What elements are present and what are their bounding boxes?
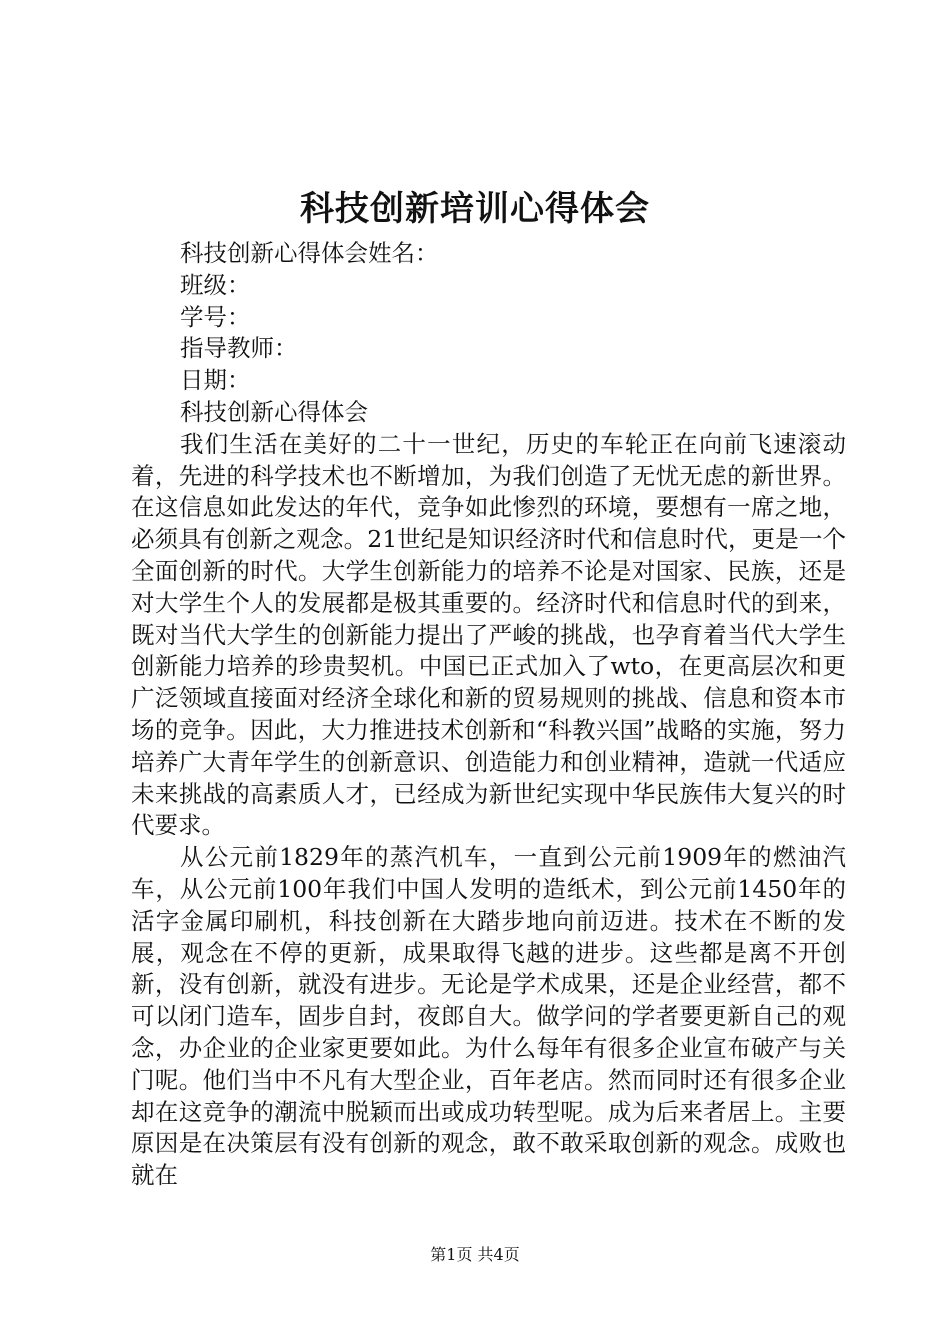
field-name-line: 科技创新心得体会姓名： [180,239,439,267]
page-footer: 第1页 共4页 [430,1245,520,1264]
paragraph-1: 我们生活在美好的二十一世纪，历史的车轮正在向前飞速滚动着，先进的科学技术也不断增加，为我们创造了无忧无虑的新世界。在这信息如此发达的年代，竞争如此惨烈的环境，要想有一席之地，必须具有创新之观念。21世纪是知识经济时代和信息时代，更是一个全面创新的时代。大学生创新能力的培养不论是对国家、民族，还是对大学生个人的发展都是极其重要的。经济时代和信息时代的到来，既对当代大学生的创新能力提出了严峻的挑战，也孕育着当代大学生创新能力培养的珍贵契机。中国已正式加入了wto，在更高层次和更广泛领域直接面对经济全球化和新的贸易规则的挑战、信息和资本市场的竞争。因此，大力推进技术创新和“科教兴国”战略的实施，努力培养广大青年学生的创新意识、创造能力和创业精神，造就一代适应未来挑战的高素质人才，已经成为新世纪实现中华民族伟大复兴的时代要求。 [131,429,846,840]
paragraph-2: 从公元前1829年的蒸汽机车，一直到公元前1909年的燃油汽车，从公元前100年我们中国人发明的造纸术，到公元前1450年的活字金属印刷机，科技创新在大踏步地向前迈进。技术在不断的发展，观念在不停的更新，成果取得飞越的进步。这些都是离不开创新，没有创新，就没有进步。无论是学术成果，还是企业经营，都不可以闭门造车，固步自封，夜郎自大。做学问的学者要更新自己的观念，办企业的企业家更要如此。为什么每年有很多企业宣布破产与关门呢。他们当中不凡有大型企业，百年老店。然而同时还有很多企业却在这竞争的潮流中脱颖而出或成功转型呢。成为后来者居上。主要原因是在决策层有没有创新的观念，敢不敢采取创新的观念。成败也就在 [131,843,846,1190]
field-student-id-line: 学号： [180,302,251,331]
field-advisor-line: 指导教师： [180,334,298,363]
field-date-line: 日期： [180,366,251,395]
field-class-line: 班级： [180,270,251,299]
document-title: 科技创新培训心得体会 [300,189,650,229]
document-body [131,238,846,1192]
section-heading: 科技创新心得体会 [180,397,368,426]
